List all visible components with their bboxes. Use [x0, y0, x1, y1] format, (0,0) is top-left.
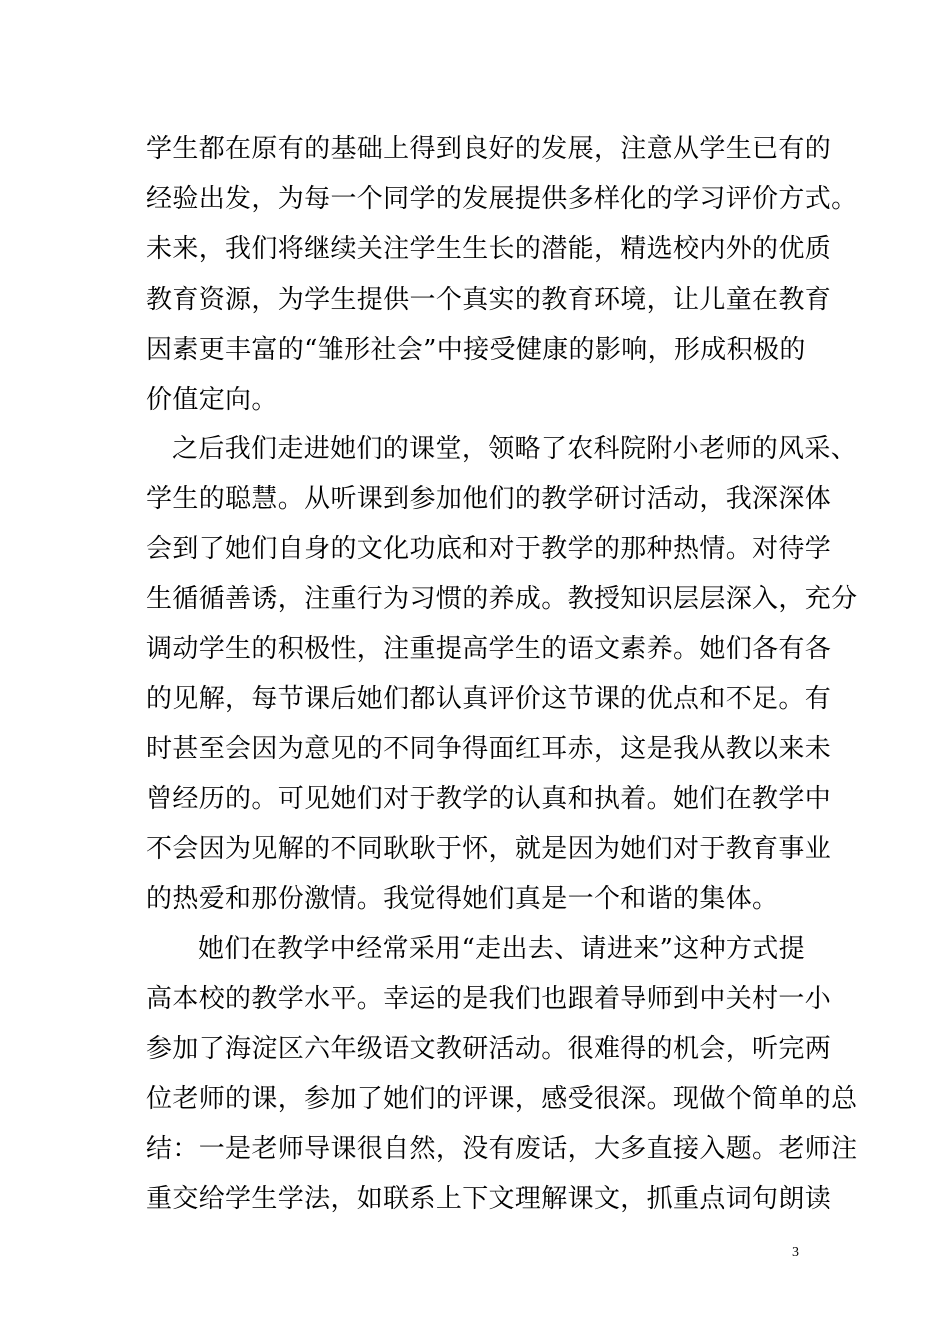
text-line: 经验出发，为每一个同学的发展提供多样化的学习评价方式。 [146, 184, 858, 214]
text-line: 曾经历的。可见她们对于教学的认真和执着。她们在教学中 [146, 784, 832, 814]
paragraph-first-line: 她们在教学中经常采用“走出去、请进来”这种方式提 [198, 934, 805, 964]
page-number: 3 [792, 1245, 799, 1260]
text-line: 学生的聪慧。从听课到参加他们的教学研讨活动，我深深体 [146, 484, 832, 514]
paragraph-first-line: 之后我们走进她们的课堂，领略了农科院附小老师的风采、 [172, 434, 858, 464]
text-line: 的热爱和那份激情。我觉得她们真是一个和谐的集体。 [146, 884, 779, 914]
text-line: 的见解，每节课后她们都认真评价这节课的优点和不足。有 [146, 684, 832, 714]
text-line: 教育资源，为学生提供一个真实的教育环境，让儿童在教育 [146, 285, 832, 315]
text-line: 未来，我们将继续关注学生生长的潜能，精选校内外的优质 [146, 234, 832, 264]
text-line: 不会因为见解的不同耿耿于怀，就是因为她们对于教育事业 [146, 834, 832, 864]
text-line: 位老师的课，参加了她们的评课，感受很深。现做个简单的总 [146, 1084, 858, 1114]
text-line: 结：一是老师导课很自然，没有废话，大多直接入题。老师注 [146, 1134, 858, 1164]
text-line: 参加了海淀区六年级语文教研活动。很难得的机会，听完两 [146, 1034, 832, 1064]
text-line: 时甚至会因为意见的不同争得面红耳赤，这是我从教以来未 [146, 734, 832, 764]
text-line: 学生都在原有的基础上得到良好的发展，注意从学生已有的 [146, 134, 832, 164]
text-line: 会到了她们自身的文化功底和对于教学的那种热情。对待学 [146, 534, 832, 564]
text-line: 生循循善诱，注重行为习惯的养成。教授知识层层深入，充分 [146, 584, 858, 614]
text-line: 价值定向。 [146, 385, 278, 415]
text-line: 因素更丰富的“雏形社会”中接受健康的影响，形成积极的 [146, 335, 806, 365]
text-line: 重交给学生学法，如联系上下文理解课文，抓重点词句朗读 [146, 1184, 832, 1214]
text-line: 高本校的教学水平。幸运的是我们也跟着导师到中关村一小 [146, 984, 832, 1014]
text-line: 调动学生的积极性，注重提高学生的语文素养。她们各有各 [146, 634, 832, 664]
